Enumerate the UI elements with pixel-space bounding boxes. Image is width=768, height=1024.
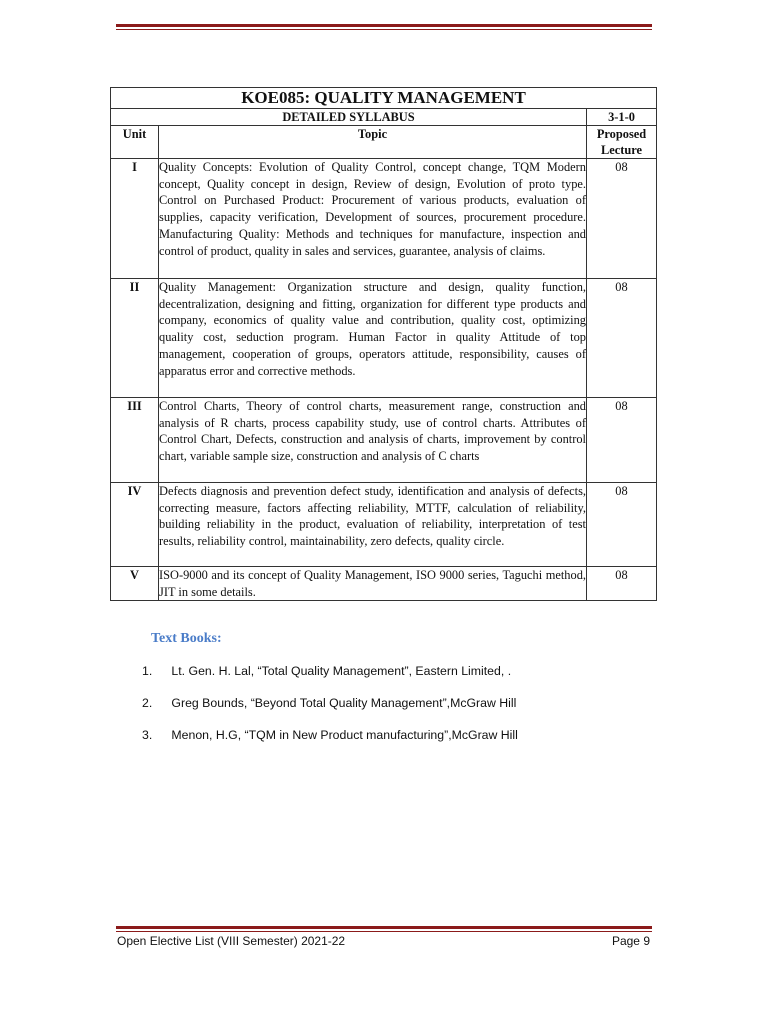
subtitle-row xyxy=(111,109,657,126)
text-book-number: 2. xyxy=(142,696,153,710)
page-number: Page 9 xyxy=(611,934,650,948)
table-row xyxy=(111,567,657,601)
table-row xyxy=(111,159,657,279)
text-book-number: 1. xyxy=(142,664,153,678)
lecture-cell: 08 xyxy=(587,398,657,483)
unit-header: Unit xyxy=(111,126,159,159)
text-book-number: 3. xyxy=(142,728,153,742)
lecture-header: Proposed Lecture xyxy=(587,126,657,159)
footer-rule xyxy=(116,926,652,932)
text-book-item xyxy=(142,664,511,678)
unit-cell: III xyxy=(111,398,159,483)
syllabus-table xyxy=(110,87,657,601)
unit-cell: IV xyxy=(111,483,159,567)
header-rule xyxy=(116,24,652,30)
lecture-cell: 08 xyxy=(587,279,657,398)
text-book-item xyxy=(142,728,518,742)
text-books-heading: Text Books: xyxy=(151,631,222,646)
lecture-cell: 08 xyxy=(587,567,657,601)
lecture-cell: 08 xyxy=(587,483,657,567)
topic-cell: Quality Concepts: Evolution of Quality Control, concept change, TQM Modern concept, Quality concept in design, Review of design, Evolution of proto type. Control on Purchased Product: Procurement of various products, evaluation of supplies, capacity verification, Development of sources, procurement procedure. Manufacturing Quality: Methods and techniques for manufacture, inspection and control of product, quality in sales and services, guarantee, analysis of claims. xyxy=(159,159,587,279)
course-title: KOE085: QUALITY MANAGEMENT xyxy=(111,88,657,109)
column-header-row xyxy=(111,126,657,159)
text-book-item xyxy=(142,696,516,710)
table-row xyxy=(111,279,657,398)
text-book-title: Greg Bounds, “Beyond Total Quality Management”,McGraw Hill xyxy=(171,696,517,710)
table-row xyxy=(111,398,657,483)
ltp-label: 3-1-0 xyxy=(587,109,657,126)
text-book-title: Lt. Gen. H. Lal, “Total Quality Management”, Eastern Limited, . xyxy=(171,664,512,678)
course-title-row xyxy=(111,88,657,109)
topic-header: Topic xyxy=(159,126,587,159)
table-row xyxy=(111,483,657,567)
lecture-cell: 08 xyxy=(587,159,657,279)
topic-cell: Defects diagnosis and prevention defect study, identification and analysis of defects, correcting measure, factors affecting reliability, MTTF, calculation of reliability, building reliability in the product, evaluation of reliability, interpretation of test results, reliability control, maintainability, zero defects, quality circle. xyxy=(159,483,587,567)
topic-cell: Quality Management: Organization structure and design, quality function, decentralization, designing and fitting, organization for different type products and company, economics of quality value and contribution, quality cost, optimizing quality cost, seduction program. Human Factor in quality Attitude of top management, cooperation of groups, operators attitude, responsibility, causes of apparatus error and corrective methods. xyxy=(159,279,587,398)
footer-semester-label: Open Elective List (VIII Semester) 2021-22 xyxy=(117,934,346,948)
text-book-title: Menon, H.G, “TQM in New Product manufacturing”,McGraw Hill xyxy=(171,728,518,742)
topic-cell: ISO-9000 and its concept of Quality Management, ISO 9000 series, Taguchi method, JIT in some details. xyxy=(159,567,587,601)
detailed-syllabus-label: DETAILED SYLLABUS xyxy=(111,109,587,126)
topic-cell: Control Charts, Theory of control charts, measurement range, construction and analysis of R charts, process capability study, use of control charts. Attributes of Control Chart, Defects, construction and analysis of charts, improvement by control chart, variable sample size, construction and analysis of C charts xyxy=(159,398,587,483)
unit-cell: I xyxy=(111,159,159,279)
unit-cell: V xyxy=(111,567,159,601)
unit-cell: II xyxy=(111,279,159,398)
